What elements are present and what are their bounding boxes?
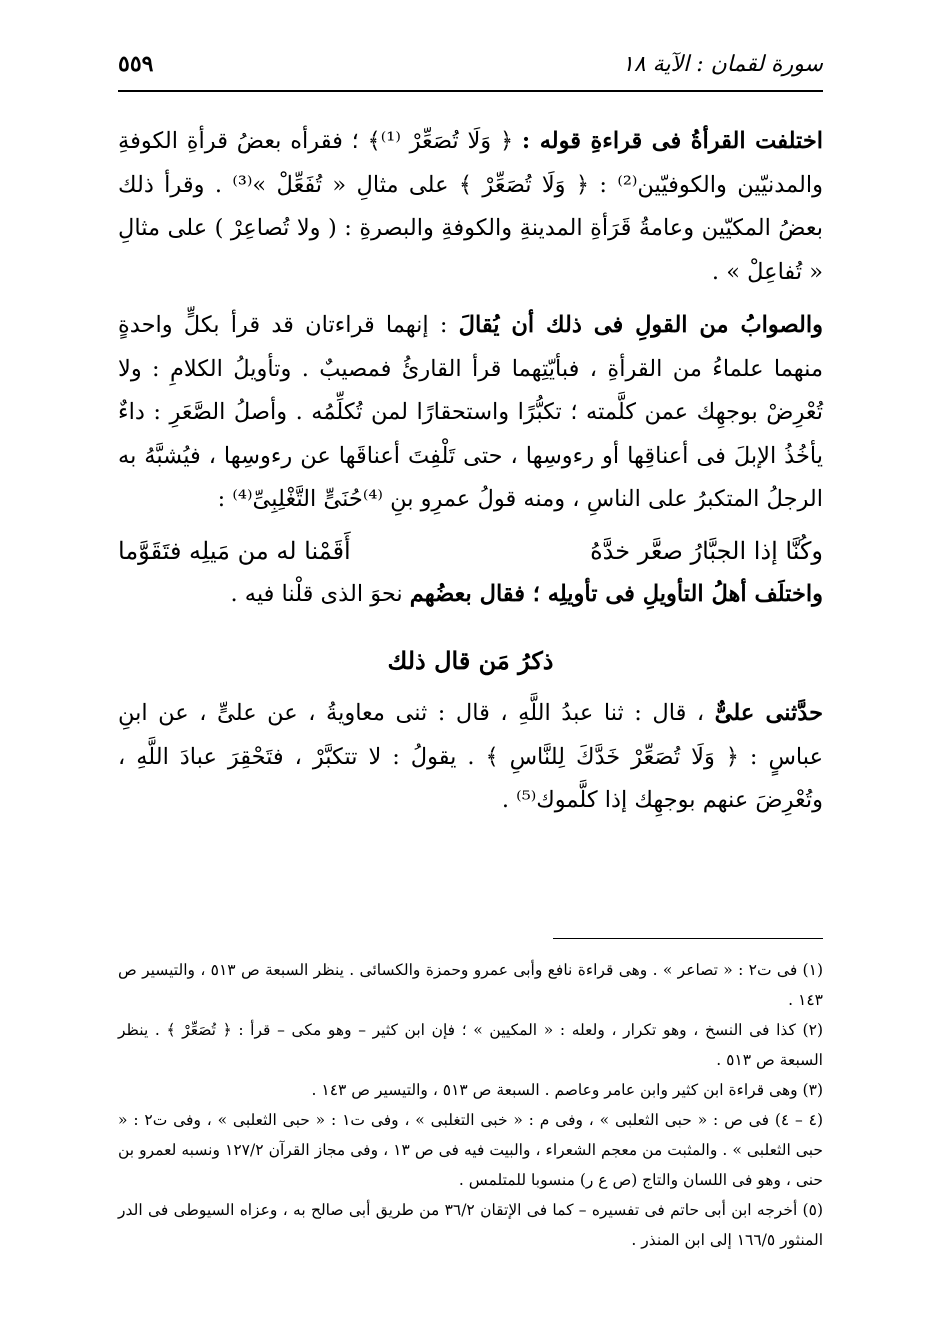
paragraph-interpretation bbox=[118, 573, 823, 617]
paragraph-lead: والصوابُ من القولِ فى ذلك أن يُقالَ bbox=[458, 312, 824, 338]
paragraph-text: ، قال : ثنا عبدُ اللَّهِ ، قال : ثنى معاويةُ ، عن علىٍّ ، عن ابنِ عباسٍ : ﴿ وَلَا تُصَعِّرْ خَدَّكَ لِلنَّاسِ ﴾ . يقولُ : لا تتكبَّرْ ، فتَحْقِرَ عبادَ اللَّهِ ، وتُعْرِضَ عنهم بوجهِك إذا كلَّموك⁽⁵⁾ . bbox=[118, 700, 823, 813]
footnote: (٣) وهى قراءة ابن كثير وابن عامر وعاصم . السبعة ص ٥١٣ ، والتيسير ص ١٤٣ . bbox=[311, 1081, 823, 1099]
paragraph-lead: حدَّثنى علىٌّ bbox=[714, 700, 823, 726]
header-rule bbox=[118, 90, 823, 92]
paragraph-text: نحوَ الذى قلْنا فيه . bbox=[230, 581, 410, 607]
page-header bbox=[118, 42, 823, 86]
footnote-rule bbox=[553, 938, 823, 939]
poetry-verse bbox=[118, 530, 823, 574]
paragraph-text: ﴿ وَلَا تُصَعِّرْ ⁽¹⁾﴾ ؛ فقرأه بعضُ قرأةِ الكوفةِ والمدنيّين والكوفيّين⁽²⁾ : ﴿ وَلَا تُصَعِّرْ ﴾ على مثالِ « تُفَعِّلْ »⁽³⁾ . وقرأ ذلك بعضُ المكيّين وعامةُ قَرَأةِ المدينةِ والكوفةِ والبصرةِ : ( ولا تُصاعِرْ ) على مثالِ « تُفاعِلْ » . bbox=[118, 128, 824, 285]
paragraph-narration bbox=[118, 692, 823, 823]
paragraph-correct-view bbox=[118, 304, 823, 522]
verse-first-hemistich: وكُنَّا إذا الجبَّارُ صعَّر خدَّهُ bbox=[590, 536, 823, 565]
page-number: ٥٥٩ bbox=[118, 51, 154, 77]
paragraph-text: : إنهما قراءتان قد قرأ بكلٍّ واحدةٍ منهما علماءُ من القرأةِ ، فبأيّتِهما قرأ القارئُ فمصيبٌ . وتأويلُ الكلامِ : ولا تُعْرِضْ بوجهِك عمن كلَّمته ؛ تكبُّرًا واستحقارًا لمن تُكلِّمُه . وأصلُ الصَّعَرِ : داءٌ يأخُذُ الإبلَ فى أعناقِها أو رءوسِها ، حتى تَلْفِتَ أعناقَها عن رءوسِها ، فيُشبَّهُ به الرجلُ المتكبرُ على الناسِ ، ومنه قولُ عمرِو بنِ ⁽⁴⁾حُنَىٍّ التَّغْلِبِىِّ⁽⁴⁾ : bbox=[118, 312, 823, 512]
footnote: (٥) أخرجه ابن أبى حاتم فى تفسيره – كما فى الإتقان ٣٦/٢ من طريق أبى صالح به ، وعزاه السيوطى فى الدر المنثور ١٦٦/٥ إلى ابن المنذر . bbox=[118, 1201, 823, 1249]
footnote: (٢) كذا فى النسخ ، وهو تكرار ، ولعله : « المكيين » ؛ فإن ابن كثير – وهو مكى – قرأ : ﴿ تُصَعِّرْ ﴾ . ينظر السبعة ص ٥١٣ . bbox=[118, 1021, 823, 1069]
page-title: سورة لقمان : الآية ١٨ bbox=[622, 51, 823, 77]
paragraph-readings bbox=[118, 120, 823, 294]
paragraph-lead: اختلفت القرأةُ فى قراءةِ قوله : bbox=[521, 128, 823, 154]
footnotes bbox=[118, 955, 823, 1255]
footnote: (٤ – ٤) فى ص : « حبى الثعلبى » ، وفى م : « خبى التغلبى » ، وفى ت١ : « حبى الثعلبى » ، وفى ت٢ : « حبى الثعلبى » . والمثبت من معجم الشعراء ، والبيت فيه فى ص ١٣ ، وفى مجاز القرآن ١٢٧/٢ ونسبه لعمرو بن حنى ، وهو فى اللسان والتاج (ص ع ر) منسوبا للمتلمس . bbox=[118, 1111, 824, 1189]
footnote: (١) فى ت٢ : « تصاعر » . وهى قراءة نافع وأبى عمرو وحمزة والكسائى . ينظر السبعة ص ٥١٣ ، والتيسير ص ١٤٣ . bbox=[118, 961, 823, 1009]
section-heading: ذكرُ مَن قال ذلك bbox=[387, 645, 554, 675]
paragraph-lead: واختلَف أهلُ التأويلِ فى تأويلِه ؛ فقال بعضُهم bbox=[409, 581, 823, 607]
main-text bbox=[118, 120, 823, 823]
verse-second-hemistich: أَقَمْنا له من مَيلِه فتَقَوَّما bbox=[118, 536, 351, 565]
